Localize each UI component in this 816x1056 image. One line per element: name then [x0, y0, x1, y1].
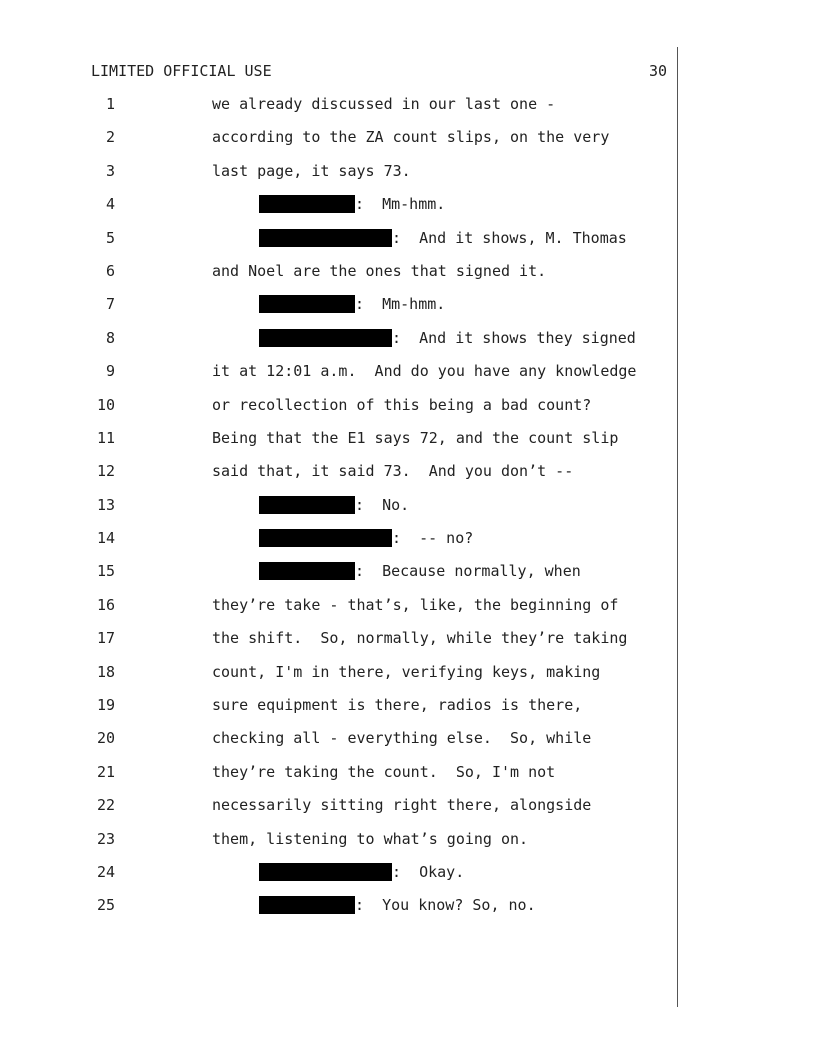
- line-text: : No.: [355, 495, 410, 514]
- transcript-line: [0, 796, 816, 829]
- line-text: and Noel are the ones that signed it.: [212, 261, 547, 280]
- line-text: them, listening to what’s going on.: [212, 829, 529, 848]
- redacted-speaker-name: [259, 529, 392, 547]
- line-text: according to the ZA count slips, on the very: [212, 128, 610, 147]
- line-number: 2: [105, 128, 115, 147]
- line-number: 19: [96, 696, 115, 715]
- line-number: 9: [105, 362, 115, 381]
- line-number: 18: [96, 662, 115, 681]
- transcript-line: [0, 830, 816, 863]
- transcript-line: [0, 329, 816, 362]
- line-number: 21: [96, 762, 115, 781]
- transcript-line: [0, 95, 816, 128]
- line-number: 4: [105, 195, 115, 214]
- redacted-speaker-name: [259, 863, 392, 881]
- line-number: 1: [105, 95, 115, 113]
- speaker-turn: [259, 863, 464, 881]
- redacted-speaker-name: [259, 195, 355, 213]
- line-text: necessarily sitting right there, alongside: [212, 796, 592, 815]
- speaker-turn: [259, 562, 581, 580]
- speaker-turn: [259, 496, 409, 514]
- line-text: count, I'm in there, verifying keys, making: [212, 662, 601, 681]
- line-text: sure equipment is there, radios is there,: [212, 696, 583, 715]
- transcript-line: [0, 429, 816, 462]
- classification-header: LIMITED OFFICIAL USE: [91, 62, 272, 80]
- line-text: they’re taking the count. So, I'm not: [212, 762, 556, 781]
- line-text: checking all - everything else. So, while: [212, 729, 592, 748]
- line-number: 10: [96, 395, 115, 414]
- line-number: 20: [96, 729, 115, 748]
- transcript-lines: [0, 95, 816, 930]
- redacted-speaker-name: [259, 329, 392, 347]
- line-number: 24: [96, 862, 115, 881]
- line-text: we already discussed in our last one -: [212, 95, 556, 113]
- line-number: 25: [96, 896, 115, 915]
- transcript-line: [0, 128, 816, 161]
- transcript-line: [0, 596, 816, 629]
- transcript-line: [0, 262, 816, 295]
- line-text: last page, it says 73.: [212, 161, 411, 180]
- transcript-line: [0, 295, 816, 328]
- line-number: 13: [96, 495, 115, 514]
- transcript-line: [0, 863, 816, 896]
- transcript-line: [0, 162, 816, 195]
- line-number: 8: [105, 328, 115, 347]
- line-number: 7: [105, 295, 115, 314]
- line-text: : -- no?: [392, 529, 474, 548]
- line-text: : Mm-hmm.: [355, 295, 446, 314]
- transcript-line: [0, 629, 816, 662]
- line-number: 12: [96, 462, 115, 481]
- transcript-line: [0, 663, 816, 696]
- line-text: : Because normally, when: [355, 562, 581, 581]
- transcript-line: [0, 696, 816, 729]
- transcript-line: [0, 496, 816, 529]
- line-number: 11: [96, 428, 115, 447]
- line-text: : And it shows they signed: [392, 328, 636, 347]
- page-number: 30: [648, 62, 667, 80]
- line-text: : Mm-hmm.: [355, 195, 446, 214]
- line-number: 15: [96, 562, 115, 581]
- speaker-turn: [259, 896, 536, 914]
- speaker-turn: [259, 529, 473, 547]
- line-number: 22: [96, 796, 115, 815]
- transcript-line: [0, 229, 816, 262]
- speaker-turn: [259, 229, 627, 247]
- line-number: 3: [105, 161, 115, 180]
- transcript-line: [0, 195, 816, 228]
- redacted-speaker-name: [259, 229, 392, 247]
- transcript-line: [0, 462, 816, 495]
- line-number: 16: [96, 595, 115, 614]
- speaker-turn: [259, 329, 636, 347]
- transcript-line: [0, 763, 816, 796]
- redacted-speaker-name: [259, 896, 355, 914]
- speaker-turn: [259, 295, 445, 313]
- transcript-line: [0, 396, 816, 429]
- line-number: 14: [96, 529, 115, 548]
- line-number: 17: [96, 629, 115, 648]
- transcript-line: [0, 896, 816, 929]
- line-text: or recollection of this being a bad count?: [212, 395, 592, 414]
- redacted-speaker-name: [259, 295, 355, 313]
- line-number: 6: [105, 261, 115, 280]
- line-number: 5: [105, 228, 115, 247]
- transcript-line: [0, 362, 816, 395]
- line-text: : And it shows, M. Thomas: [392, 228, 627, 247]
- line-text: they’re take - that’s, like, the beginning of: [212, 595, 619, 614]
- line-text: the shift. So, normally, while they’re taking: [212, 629, 628, 648]
- transcript-line: [0, 562, 816, 595]
- line-number: 23: [96, 829, 115, 848]
- redacted-speaker-name: [259, 562, 355, 580]
- line-text: Being that the E1 says 72, and the count slip: [212, 428, 619, 447]
- line-text: : You know? So, no.: [355, 896, 536, 915]
- redacted-speaker-name: [259, 496, 355, 514]
- line-text: it at 12:01 a.m. And do you have any knowledge: [212, 362, 637, 381]
- transcript-line: [0, 729, 816, 762]
- line-text: said that, it said 73. And you don’t --: [212, 462, 574, 481]
- line-text: : Okay.: [392, 862, 465, 881]
- transcript-line: [0, 529, 816, 562]
- speaker-turn: [259, 195, 445, 213]
